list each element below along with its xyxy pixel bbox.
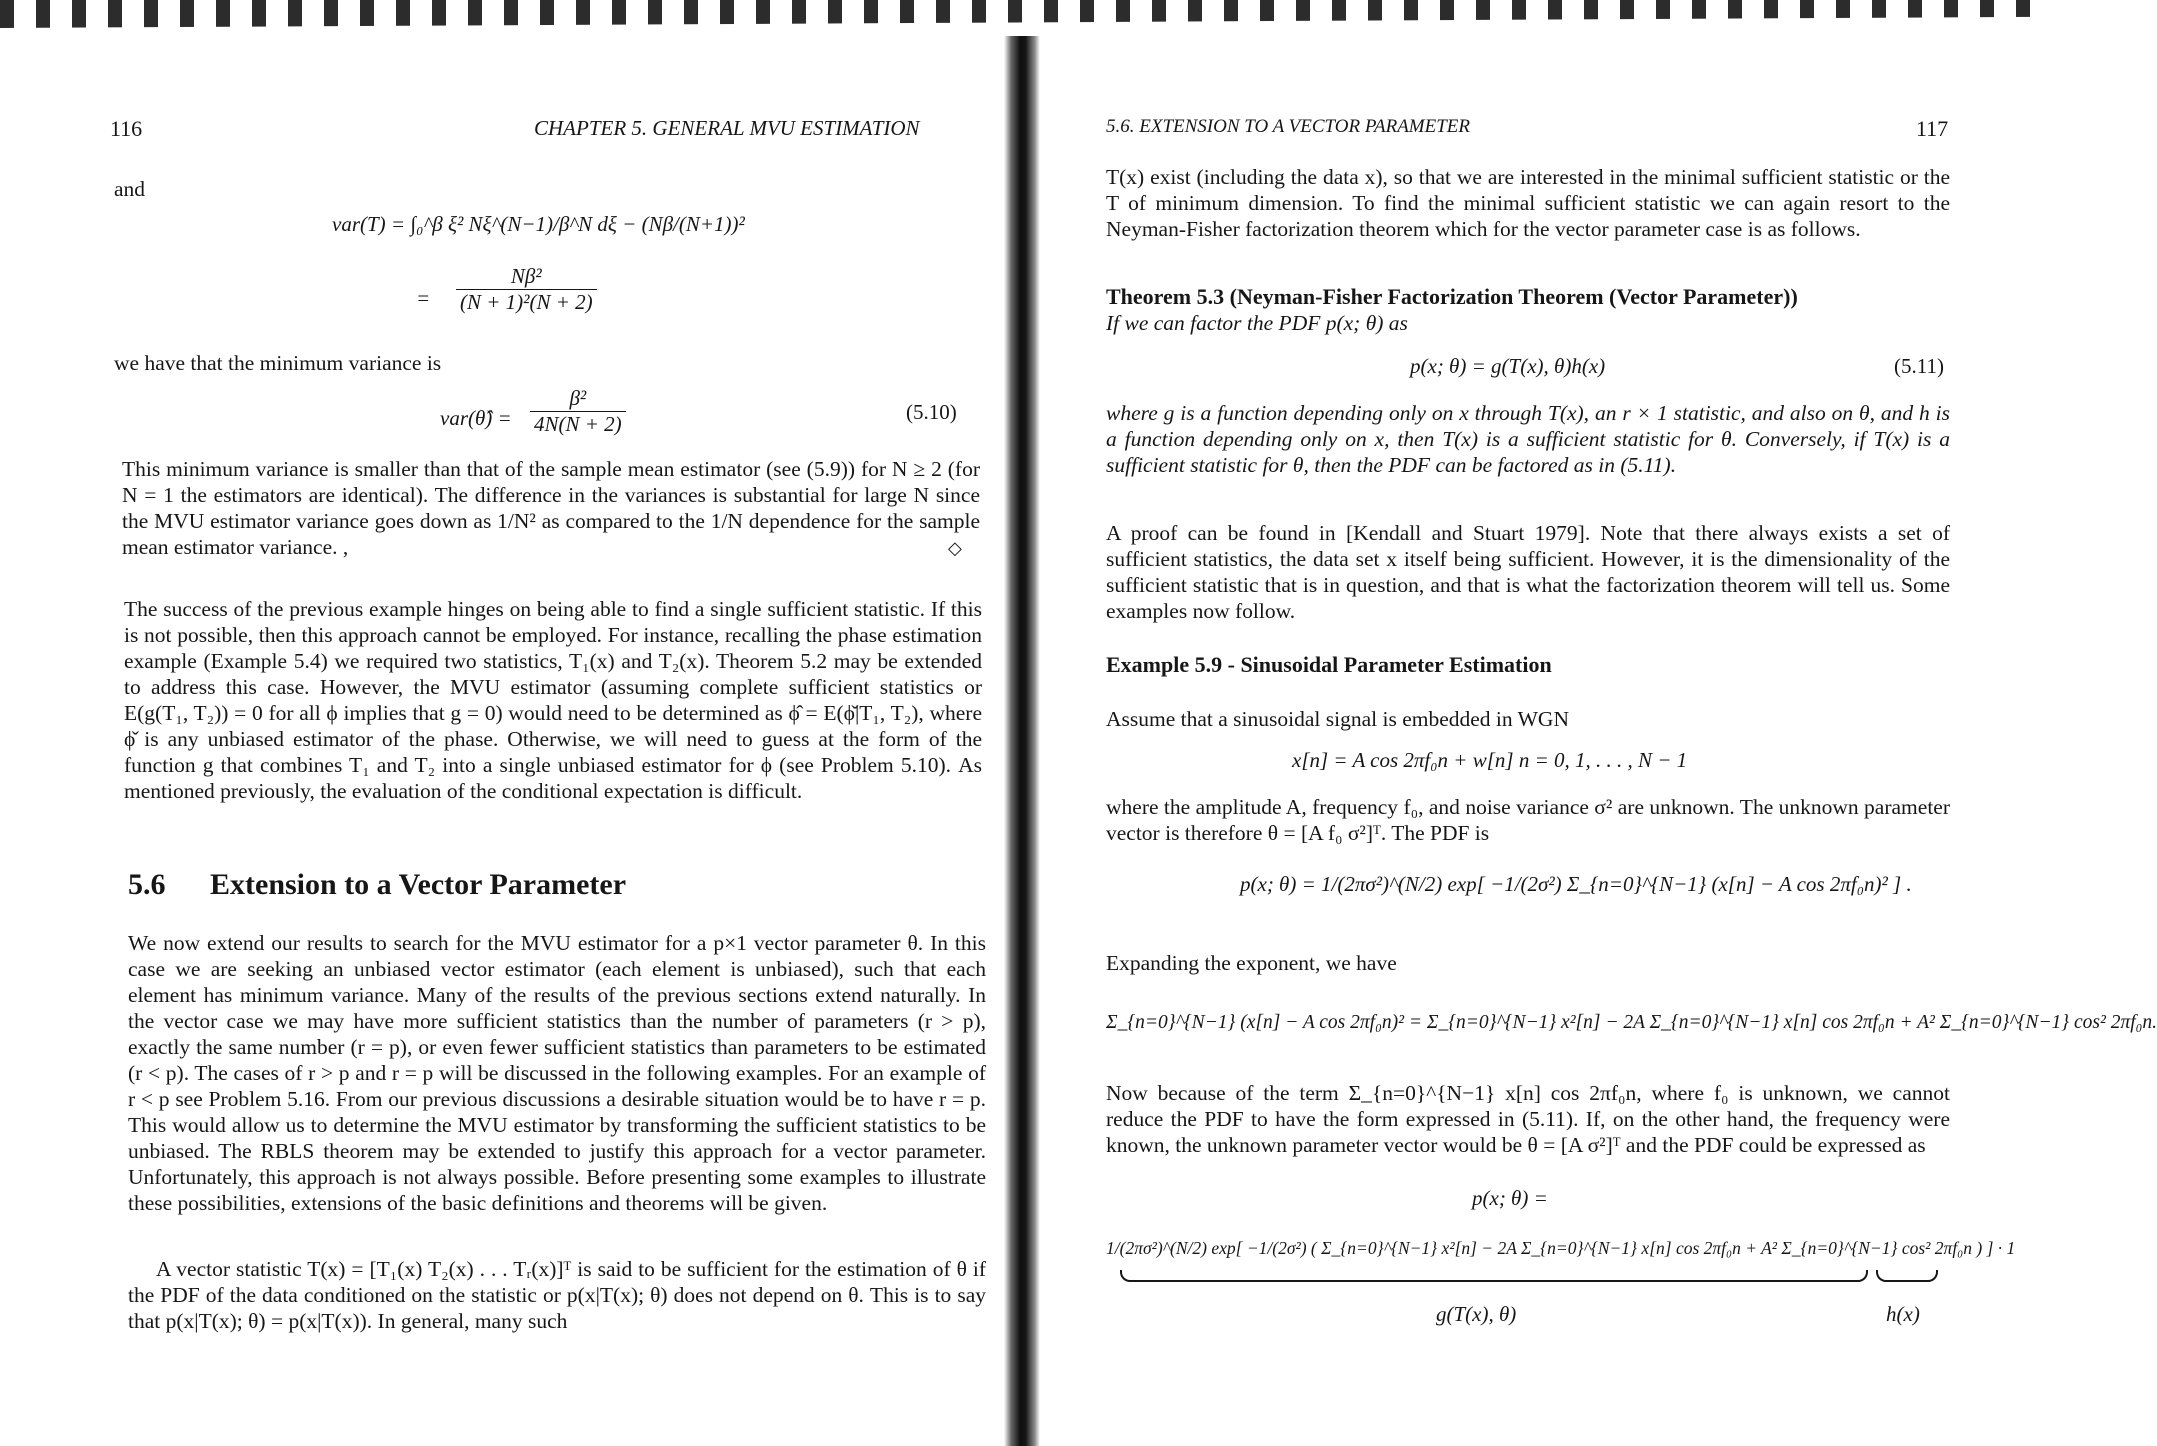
page-number: 116 [110, 116, 143, 141]
equation-5-10-numerator: β² [530, 386, 626, 412]
equation-var-t-line1: var(T) = ∫₀^β ξ² Nξ^(N−1)/β^N dξ − (Nβ/(N+1))² [332, 212, 745, 236]
paragraph-minimal-statistic: T(x) exist (including the data x), so that we are interested in the minimal sufficient statistic or the T of minimum dimension. To find the minimal sufficient statistic we can again resort to the Neyman-Fisher factorization theorem which for the vector parameter case is as follows. [1106, 165, 1950, 241]
equation-factored-lhs: p(x; θ) = [1472, 1186, 1548, 1210]
section-title: Extension to a Vector Parameter [210, 868, 627, 901]
paragraph-amplitude: where the amplitude A, frequency f₀, and noise variance σ² are unknown. The unknown parameter vector is therefore θ = [A f₀ σ²]ᵀ. The PDF is [1106, 795, 1950, 845]
theorem-body: where g is a function depending only on x through T(x), an r × 1 statistic, and also on θ, and h is a function depending only on x, then T(x) is a sufficient statistic for θ. Conversely, if T(x) is a sufficient statistic for θ, then the PDF can be factored as in (5.11). [1106, 401, 1950, 477]
running-head: 5.6. EXTENSION TO A VECTOR PARAMETER [1106, 116, 1471, 137]
equation-5-11: p(x; θ) = g(T(x), θ)h(x) [1410, 354, 1606, 378]
equation-signal: x[n] = A cos 2πf₀n + w[n] n = 0, 1, . . . , N − 1 [1292, 748, 1688, 772]
paragraph-term: Now because of the term Σ_{n=0}^{N−1} x[n] cos 2πf₀n, where f₀ is unknown, we cannot reduce the PDF to have the form expressed in (5.11). If, on the other hand, the frequency were known, the unknown parameter vector would be θ = [A σ²]ᵀ and the PDF could be expressed as [1106, 1081, 1950, 1157]
expand-intro: Expanding the exponent, we have [1106, 951, 1397, 975]
paragraph-variance-compare: This minimum variance is smaller than that of the sample mean estimator (see (5.9)) for N ≥ 2 (for N = 1 the estimators are identical). The difference in the variances is substantial for large N since the MVU estimator variance goes down as 1/N² as compared to the 1/N dependence for the sample mean estimator variance. , [122, 457, 980, 559]
theorem-heading: Theorem 5.3 (Neyman-Fisher Factorization Theorem (Vector Parameter)) [1106, 284, 1798, 309]
section-number: 5.6 [128, 868, 166, 901]
and-line: and [114, 177, 146, 201]
equation-number-5-10: (5.10) [906, 400, 957, 424]
end-of-example-diamond: ◇ [948, 538, 962, 558]
equation-var-t-line2-eq: = [416, 286, 431, 310]
equation-5-10-denominator: 4N(N + 2) [534, 412, 622, 436]
scan-top-edge [0, 0, 2048, 40]
equation-expansion: Σ_{n=0}^{N−1} (x[n] − A cos 2πf₀n)² = Σ_{n=0}^{N−1} x²[n] − 2A Σ_{n=0}^{N−1} x[n] cos 2πf₀n + A² Σ_{n=0}^{N−1} cos² 2πf₀n. [1106, 1012, 2157, 1033]
equation-number-5-11: (5.11) [1894, 354, 1944, 378]
label-h: h(x) [1886, 1302, 1920, 1326]
example-intro: Assume that a sinusoidal signal is embedded in WGN [1106, 707, 1569, 731]
book-spine-shadow [1004, 36, 1040, 1446]
equation-5-10-lhs: var(θ̂) = [440, 406, 512, 430]
equation-var-t-numerator: Nβ² [456, 264, 597, 290]
label-g: g(T(x), θ) [1436, 1302, 1517, 1326]
paragraph-proof: A proof can be found in [Kendall and Stuart 1979]. Note that there always exists a set of sufficient statistics, the data set x itself being sufficient. However, it is the dimensionality of the sufficient statistic that is in question, and that is what the factorization theorem will tell us. Some examples now follow. [1106, 521, 1950, 623]
equation-factored: 1/(2πσ²)^(N/2) exp[ −1/(2σ²) ( Σ_{n=0}^{N−1} x²[n] − 2A Σ_{n=0}^{N−1} x[n] cos 2πf₀n + A² Σ_{n=0}^{N−1} cos² 2πf₀n ) ] · 1 [1106, 1238, 2016, 1258]
paragraph-vector-statistic: A vector statistic T(x) = [T₁(x) T₂(x) . . . Tᵣ(x)]ᵀ is said to be sufficient for the estimation of θ if the PDF of the data conditioned on the statistic or p(x|T(x); θ) does not depend on θ. This is to say that p(x|T(x); θ) = p(x|T(x)). In general, many such [128, 1257, 986, 1333]
page-number: 117 [1916, 116, 1949, 141]
paragraph-success: The success of the previous example hinges on being able to find a single sufficient statistic. If this is not possible, then this approach cannot be employed. For instance, recalling the phase estimation example (Example 5.4) we required two statistics, T₁(x) and T₂(x). Theorem 5.2 may be extended to address this case. However, the MVU estimator (assuming complete sufficient statistics or E(g(T₁, T₂)) = 0 for all ϕ implies that g = 0) would need to be determined as ϕ̂ = E(ϕ̌|T₁, T₂), where ϕ̌ is any unbiased estimator of the phase. Otherwise, we will need to guess at the form of the function g that combines T₁ and T₂ into a single unbiased estimator for ϕ (see Problem 5.10). As mentioned previously, the evaluation of the conditional expectation is difficult. [124, 597, 982, 803]
equation-5-10 [530, 386, 626, 437]
paragraph-vector-parameter: We now extend our results to search for the MVU estimator for a p×1 vector parameter θ. In this case we are seeking an unbiased vector estimator (each element is unbiased), such that each element has minimum variance. Many of the results of the previous sections extend naturally. In the vector case we may have more sufficient statistics than the number of parameters (r > p), exactly the same number (r = p), or even fewer sufficient statistics than parameters to be estimated (r < p). The cases of r > p and r = p will be discussed in the following examples. For an example of r < p see Problem 5.16. From our previous discussions a desirable situation would be to have r = p. This would allow us to determine the MVU estimator by transforming the sufficient statistics to be unbiased. The RBLS theorem may be extended to justify this approach for a vector parameter. Unfortunately, this approach is not always possible. Before presenting some examples to illustrate these possibilities, extensions of the basic definitions and theorems will be given. [128, 931, 986, 1215]
theorem-lead: If we can factor the PDF p(x; θ) as [1106, 311, 1408, 335]
equation-pdf: p(x; θ) = 1/(2πσ²)^(N/2) exp[ −1/(2σ²) Σ_{n=0}^{N−1} (x[n] − A cos 2πf₀n)² ] . [1240, 872, 1912, 896]
equation-var-t-denominator: (N + 1)²(N + 2) [460, 290, 593, 314]
underbrace-h [1876, 1270, 1938, 1282]
min-variance-intro: we have that the minimum variance is [114, 351, 442, 375]
example-heading: Example 5.9 - Sinusoidal Parameter Estimation [1106, 652, 1552, 677]
underbrace-g [1120, 1270, 1868, 1282]
equation-var-t-line2 [456, 264, 597, 315]
running-head: CHAPTER 5. GENERAL MVU ESTIMATION [534, 116, 920, 140]
